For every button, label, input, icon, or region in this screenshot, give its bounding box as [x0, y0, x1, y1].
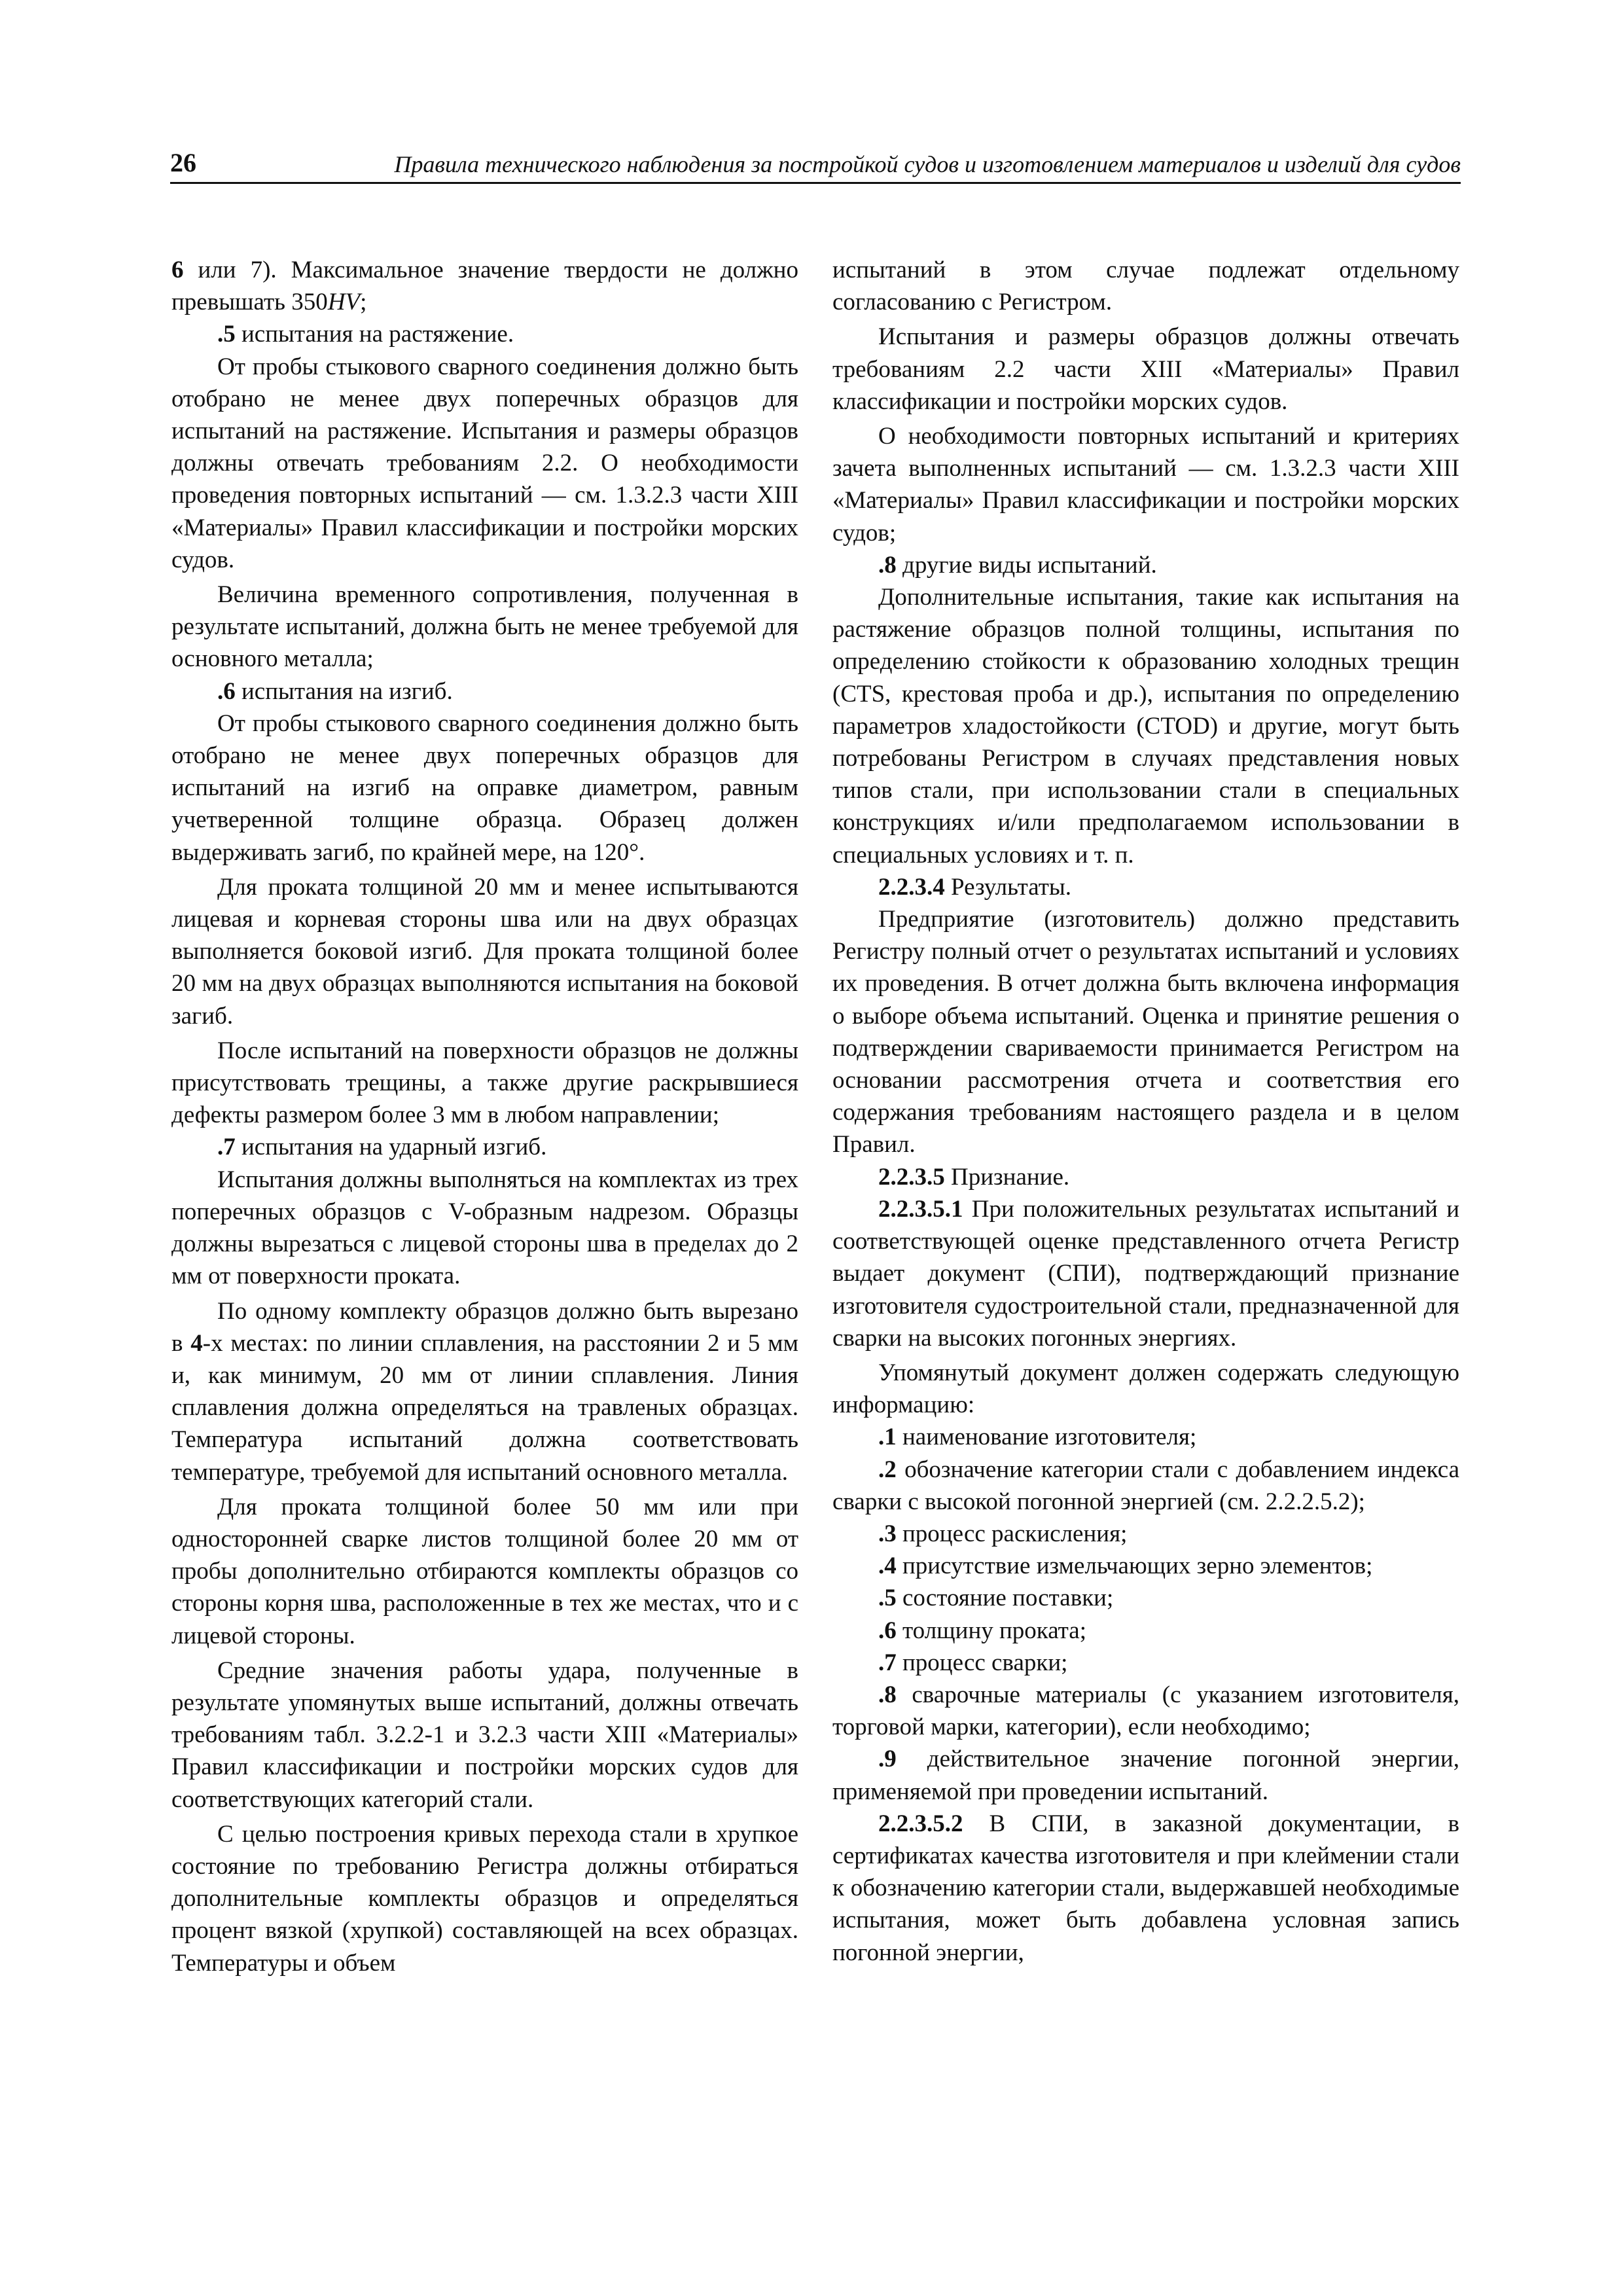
paragraph: 6 или 7). Максимальное значение твердости не должно превышать 350HV; — [171, 257, 798, 316]
list-item: .7 испытания на ударный изгиб. — [217, 1134, 547, 1161]
page-number: 26 — [170, 148, 196, 177]
paragraph: Испытания и размеры образцов должны отвечать требованиям 2.2 части XIII «Материалы» Правил классификации и постройки морских судов. — [832, 323, 1459, 415]
paragraph: Для проката толщиной более 50 мм или при односторонней сварке листов толщиной более 20 мм от пробы дополнительно отбираются комплекты образцов со стороны корня шва, расположенные в тех же местах, что и с лицевой стороны. — [171, 1493, 798, 1649]
section-heading: 2.2.3.4 Результаты. — [878, 873, 1071, 901]
paragraph: О необходимости повторных испытаний и критериях зачета выполненных испытаний — см. 1.3.2.3 части XIII «Материалы» Правил классификации и постройки морских судов; — [832, 423, 1459, 547]
paragraph: Предприятие (изготовитель) должно представить Регистру полный отчет о результатах испытаний и условиях их проведения. В отчет должна быть включена информация о выборе объема испытаний. Оценка и принятие решения о подтверждении свариваемости принимается Регистром на основании рассмотрения отчета и соответствия его содержания требованиям настоящего раздела и в целом Правил. — [832, 906, 1459, 1158]
list-item: .9 действительное значение погонной энергии, применяемой при проведении испытаний. — [832, 1746, 1459, 1805]
paragraph: Дополнительные испытания, такие как испытания на растяжение образцов полной толщины, испытания по определению стойкости к образованию холодных трещин (CTS, крестовая проба и др.), испытания по определению параметров хладостойкости (CTOD) и другие, могут быть потребованы Регистром в случаях представления новых типов стали, при использовании стали в специальных конструкциях и/или предполагаемом использовании в специальных условиях и т. п. — [832, 584, 1459, 869]
list-item: .4 присутствие измельчающих зерно элементов; — [878, 1552, 1373, 1580]
list-item: .5 состояние поставки; — [878, 1585, 1114, 1612]
paragraph: Средние значения работы удара, полученные в результате упомянутых выше испытаний, должны отвечать требованиям табл. 3.2.2-1 и 3.2.3 части XIII «Материалы» Правил классификации и постройки морских судов для соответствующих категорий стали. — [171, 1657, 798, 1813]
page-header — [170, 145, 1461, 184]
paragraph: По одному комплекту образцов должно быть вырезано в 4-х местах: по линии сплавления, на расстоянии 2 и 5 мм и, как минимум, 20 мм от линии сплавления. Линия сплавления должна определяться на травленых образцах. Температура испытаний должна соответствовать температуре, требуемой для испытаний основного металла. — [171, 1297, 798, 1486]
paragraph: Для проката толщиной 20 мм и менее испытываются лицевая и корневая стороны шва или на двух образцах выполняется боковой изгиб. Для проката толщиной более 20 мм на двух образцах выполняются испытания на боковой загиб. — [171, 873, 798, 1030]
list-item: .6 толщину проката; — [878, 1617, 1087, 1644]
paragraph: Величина временного сопротивления, полученная в результате испытаний, должна быть не менее требуемой для основного металла; — [171, 581, 798, 673]
paragraph: От пробы стыкового сварного соединения должно быть отобрано не менее двух поперечных образцов для испытаний на растяжение. Испытания и размеры образцов должны отвечать требованиям 2.2. О необходимости проведения повторных испытаний — см. 1.3.2.3 части XIII «Материалы» Правил классификации и постройки морских судов. — [171, 353, 798, 573]
list-item: .7 процесс сварки; — [878, 1649, 1068, 1676]
running-title: Правила технического наблюдения за постройкой судов и изготовлением материалов и изделий для судов — [394, 151, 1461, 177]
list-item: .2 обозначение категории стали с добавлением индекса сварки с высокой погонной энергией (см. 2.2.2.5.2); — [832, 1456, 1459, 1515]
paragraph: Испытания должны выполняться на комплектах из трех поперечных образцов с V-образным надрезом. Образцы должны вырезаться с лицевой стороны шва в пределах до 2 мм от поверхности проката. — [171, 1166, 798, 1290]
paragraph: испытаний в этом случае подлежат отдельному согласованию с Регистром. — [832, 257, 1459, 316]
paragraph: 2.2.3.5.2 В СПИ, в заказной документации, в сертификатах качества изготовителя и при клеймении стали к обозначению категории стали, выдержавшей необходимые испытания, может быть добавлена условная запись погонной энергии, — [832, 1810, 1459, 1966]
paragraph: От пробы стыкового сварного соединения должно быть отобрано не менее двух поперечных образцов для испытаний на изгиб на оправке диаметром, равным учетверенной толщине образца. Образец должен выдерживать загиб, по крайней мере, на 120°. — [171, 709, 798, 866]
paragraph: С целью построения кривых перехода стали в хрупкое состояние по требованию Регистра должны отбираться дополнительные комплекты образцов и определяться процент вязкой (хрупкой) составляющей на всех образцах. Температуры и объем — [171, 1820, 798, 1977]
right-column — [832, 254, 1459, 1969]
section-heading: 2.2.3.5 Признание. — [878, 1163, 1070, 1191]
list-item: .1 наименование изготовителя; — [878, 1424, 1197, 1451]
list-item: .3 процесс раскисления; — [878, 1520, 1128, 1547]
list-item: .8 сварочные материалы (с указанием изготовителя, торговой марки, категории), если необходимо; — [832, 1681, 1459, 1741]
list-item: .8 другие виды испытаний. — [878, 551, 1157, 579]
list-item: .6 испытания на изгиб. — [217, 677, 453, 705]
left-column — [171, 254, 798, 1979]
paragraph: 2.2.3.5.1 При положительных результатах испытаний и соответствующей оценке представленного отчета Регистр выдает документ (СПИ), подтверждающий признание изготовителя судостроительной стали, предназначенной для сварки на высоких погонных энергиях. — [832, 1195, 1459, 1352]
paragraph: После испытаний на поверхности образцов не должны присутствовать трещины, а также другие раскрывшиеся дефекты размером более 3 мм в любом направлении; — [171, 1037, 798, 1129]
paragraph: Упомянутый документ должен содержать следующую информацию: — [832, 1359, 1459, 1419]
list-item: .5 испытания на растяжение. — [217, 321, 514, 348]
